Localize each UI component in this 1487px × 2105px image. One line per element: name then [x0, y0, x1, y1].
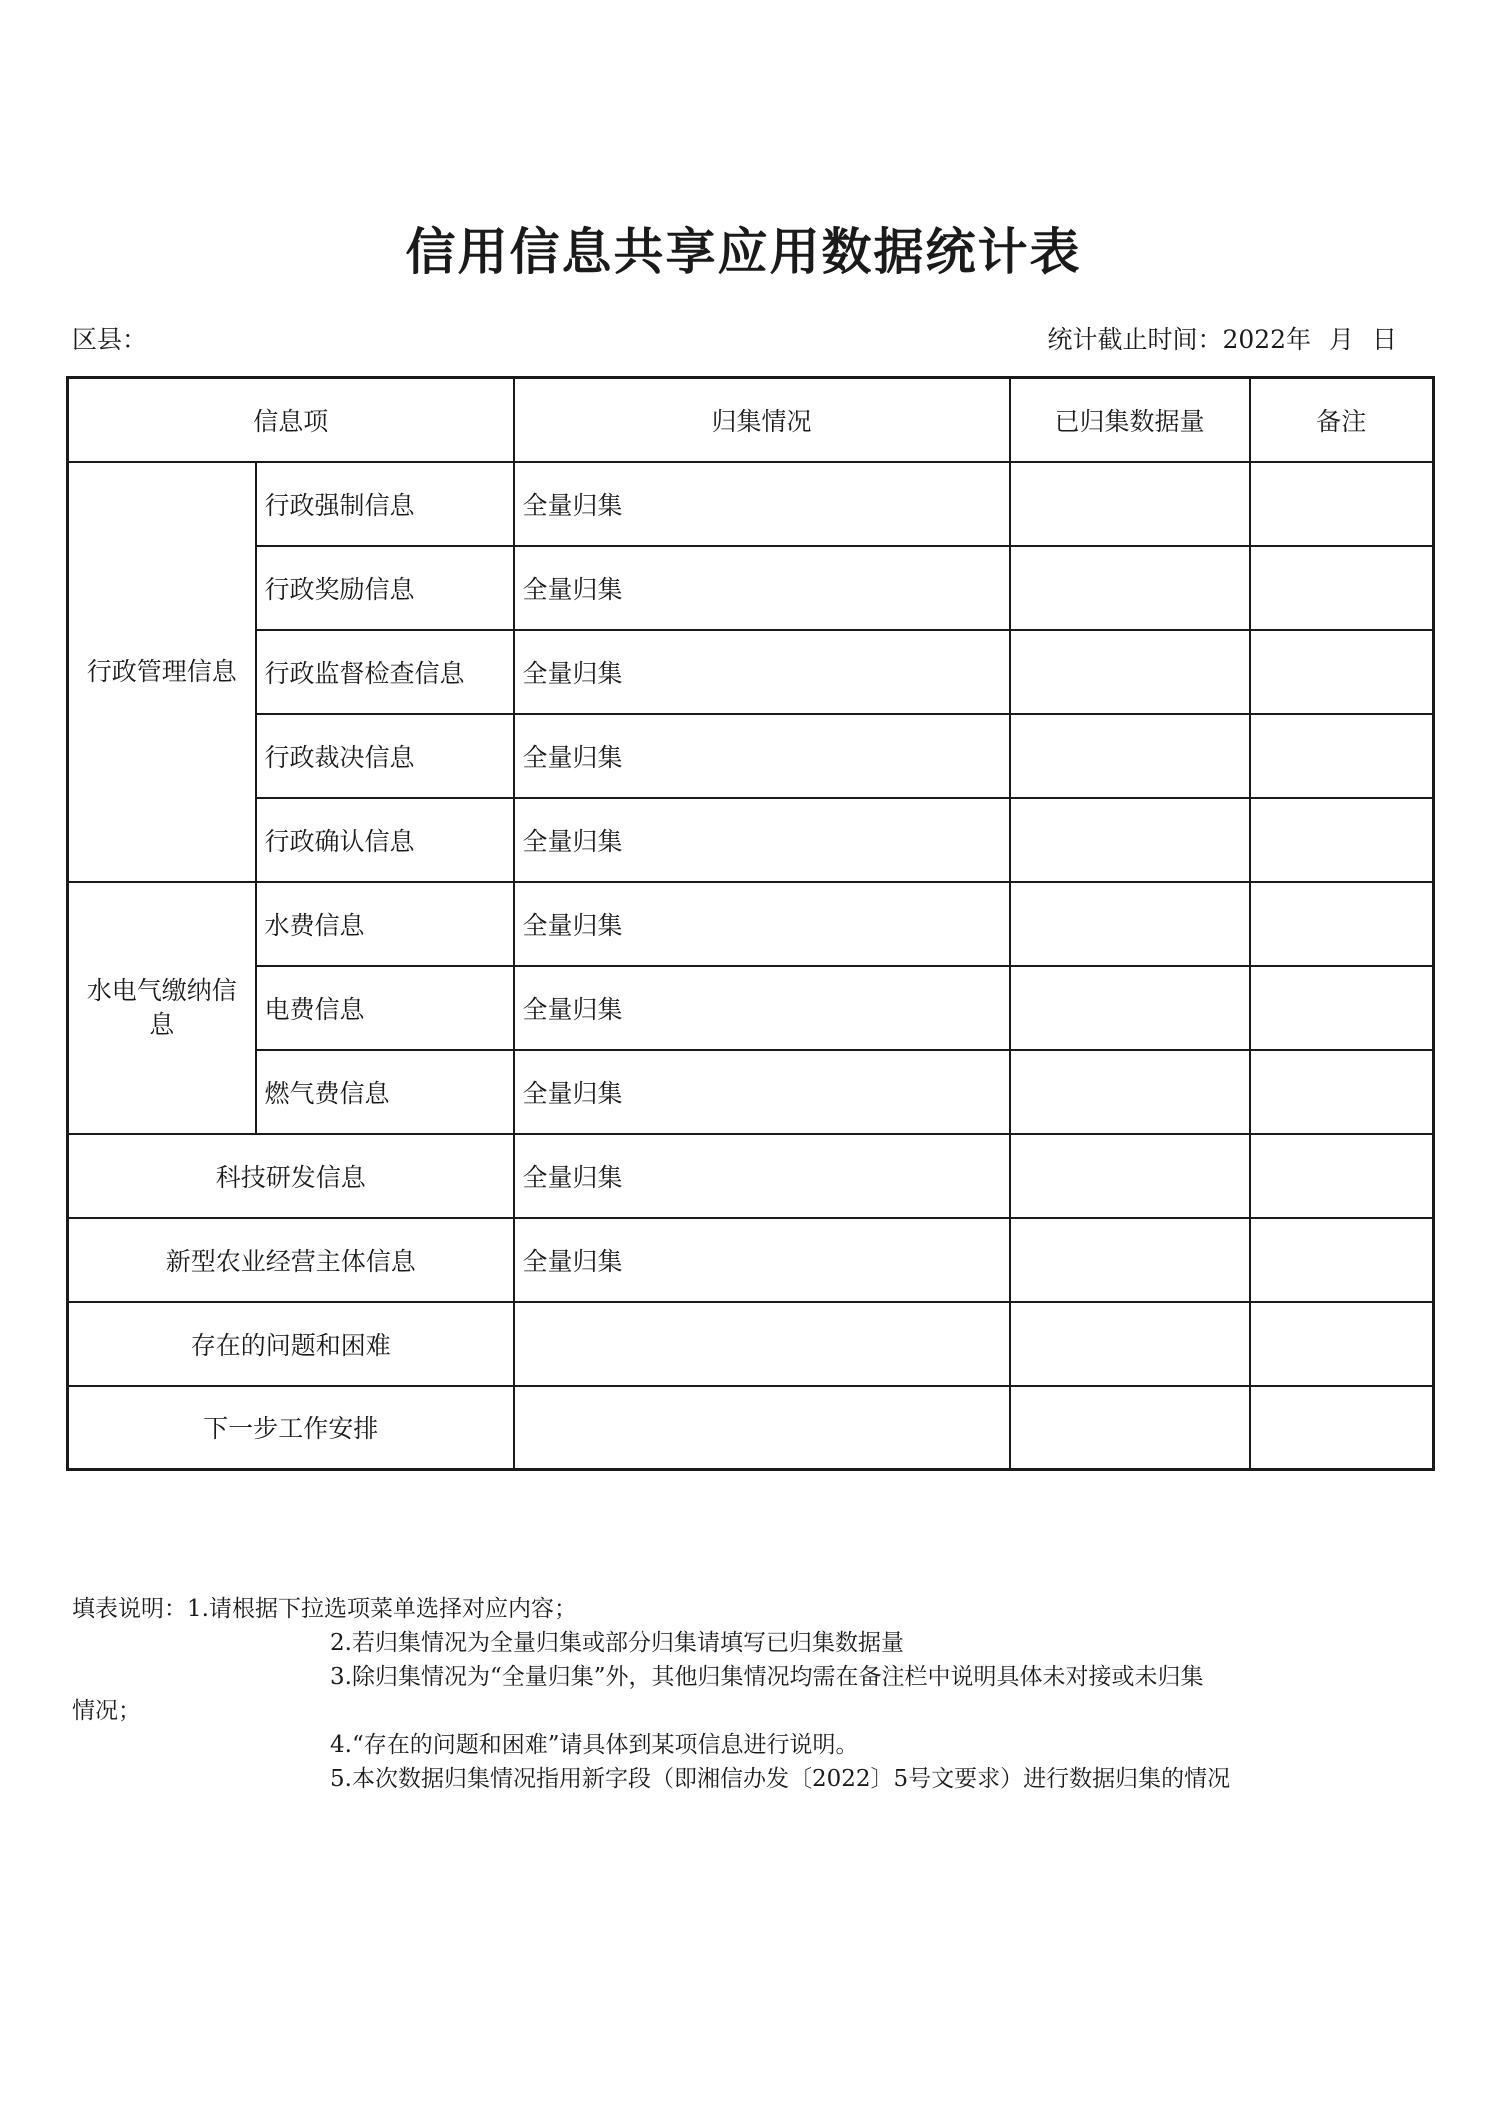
note-line: 5.本次数据归集情况指用新字段（即湘信办发〔2022〕5号文要求）进行数据归集的情况: [330, 1766, 1231, 1792]
note-line: 3.除归集情况为“全量归集”外，其他归集情况均需在备注栏中说明具体未对接或未归集: [330, 1664, 1204, 1690]
count-cell[interactable]: [1010, 462, 1250, 546]
table-row: [68, 546, 1434, 630]
header-collected-count: 已归集数据量: [1010, 378, 1250, 462]
status-cell[interactable]: 全量归集: [514, 630, 1010, 714]
page-title: 信用信息共享应用数据统计表: [405, 223, 1082, 281]
group-utility-payment: 水电气缴纳信息: [68, 882, 256, 1134]
count-cell[interactable]: [1010, 798, 1250, 882]
status-cell[interactable]: [514, 1386, 1010, 1470]
table-row: [68, 882, 1434, 966]
table-row: [68, 1386, 1434, 1470]
header-collection-status: 归集情况: [514, 378, 1010, 462]
status-cell[interactable]: [514, 1302, 1010, 1386]
table-row: [68, 1218, 1434, 1302]
remark-cell[interactable]: [1250, 1386, 1434, 1470]
status-cell[interactable]: 全量归集: [514, 882, 1010, 966]
remark-cell[interactable]: [1250, 546, 1434, 630]
count-cell[interactable]: [1010, 1386, 1250, 1470]
table-row: [68, 714, 1434, 798]
header-remarks: 备注: [1250, 378, 1434, 462]
remark-cell[interactable]: [1250, 1050, 1434, 1134]
count-cell[interactable]: [1010, 1134, 1250, 1218]
status-cell[interactable]: 全量归集: [514, 966, 1010, 1050]
district-label: 区县：: [72, 325, 148, 354]
count-cell[interactable]: [1010, 1302, 1250, 1386]
table-row: [68, 1302, 1434, 1386]
item-name: 存在的问题和困难: [68, 1302, 514, 1386]
remark-cell[interactable]: [1250, 630, 1434, 714]
remark-cell[interactable]: [1250, 1218, 1434, 1302]
table-row: [68, 1050, 1434, 1134]
remark-cell[interactable]: [1250, 798, 1434, 882]
filling-instructions: [72, 1592, 1422, 1796]
group-admin-management: 行政管理信息: [68, 462, 256, 882]
header-row: [68, 378, 1434, 462]
item-name: 电费信息: [256, 966, 514, 1050]
item-name: 水费信息: [256, 882, 514, 966]
count-cell[interactable]: [1010, 1218, 1250, 1302]
remark-cell[interactable]: [1250, 714, 1434, 798]
remark-cell[interactable]: [1250, 462, 1434, 546]
remark-cell[interactable]: [1250, 1302, 1434, 1386]
remark-cell[interactable]: [1250, 882, 1434, 966]
count-cell[interactable]: [1010, 630, 1250, 714]
header-info-item: 信息项: [68, 378, 514, 462]
status-cell[interactable]: 全量归集: [514, 798, 1010, 882]
count-cell[interactable]: [1010, 1050, 1250, 1134]
remark-cell[interactable]: [1250, 966, 1434, 1050]
note-line: 填表说明：1.请根据下拉选项菜单选择对应内容；: [72, 1596, 577, 1622]
count-cell[interactable]: [1010, 546, 1250, 630]
item-name: 新型农业经营主体信息: [68, 1218, 514, 1302]
note-line: 4.“存在的问题和困难”请具体到某项信息进行说明。: [330, 1732, 859, 1758]
table-row: [68, 966, 1434, 1050]
count-cell[interactable]: [1010, 714, 1250, 798]
note-line: 情况；: [72, 1698, 141, 1724]
item-name: 行政裁决信息: [256, 714, 514, 798]
item-name: 下一步工作安排: [68, 1386, 514, 1470]
item-name: 燃气费信息: [256, 1050, 514, 1134]
item-name: 行政强制信息: [256, 462, 514, 546]
table-row: [68, 1134, 1434, 1218]
item-name: 行政奖励信息: [256, 546, 514, 630]
item-name: 行政监督检查信息: [256, 630, 514, 714]
count-cell[interactable]: [1010, 966, 1250, 1050]
status-cell[interactable]: 全量归集: [514, 1134, 1010, 1218]
count-cell[interactable]: [1010, 882, 1250, 966]
note-line: 2.若归集情况为全量归集或部分归集请填写已归集数据量: [330, 1630, 904, 1656]
status-cell[interactable]: 全量归集: [514, 1050, 1010, 1134]
cutoff-date-label: 统计截止时间：2022年 月 日: [1047, 325, 1397, 354]
table-row: [68, 462, 1434, 546]
table-row: [68, 630, 1434, 714]
table-row: [68, 798, 1434, 882]
status-cell[interactable]: 全量归集: [514, 1218, 1010, 1302]
status-cell[interactable]: 全量归集: [514, 546, 1010, 630]
status-cell[interactable]: 全量归集: [514, 714, 1010, 798]
statistics-table: [66, 376, 1435, 1471]
status-cell[interactable]: 全量归集: [514, 462, 1010, 546]
item-name: 行政确认信息: [256, 798, 514, 882]
remark-cell[interactable]: [1250, 1134, 1434, 1218]
item-name: 科技研发信息: [68, 1134, 514, 1218]
